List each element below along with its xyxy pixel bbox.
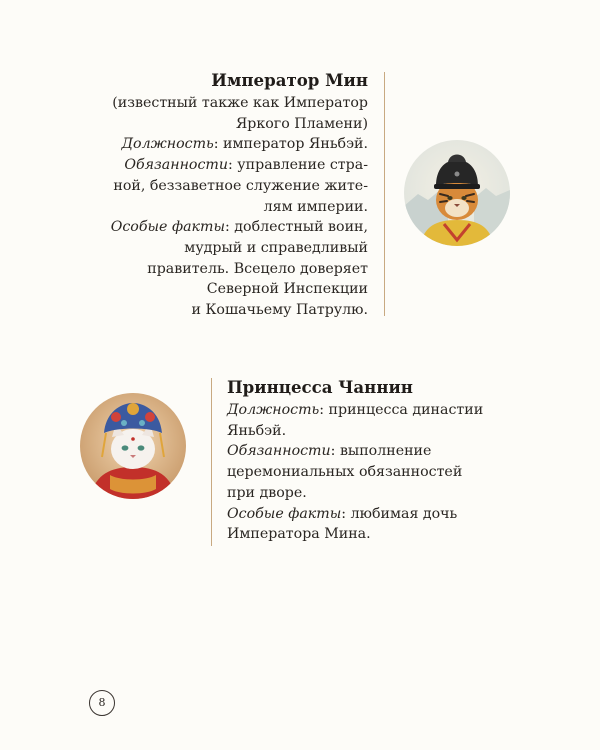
emperor-position-text: : император Яньбэй. bbox=[213, 136, 368, 153]
emperor-divider bbox=[384, 72, 385, 316]
princess-facts bbox=[227, 504, 517, 525]
princess-position-text-2: Яньбэй. bbox=[227, 422, 287, 439]
princess-duties-text-1: : выполнение bbox=[330, 443, 432, 460]
princess-duties-text-2: церемониальных обязанностей bbox=[227, 464, 463, 481]
princess-duties bbox=[227, 441, 517, 462]
princess-entry bbox=[227, 377, 517, 545]
emperor-facts bbox=[68, 217, 368, 238]
princess-facts-text-2: Императора Мина. bbox=[227, 526, 371, 543]
emperor-facts-text-4: Северной Инспекции bbox=[206, 281, 368, 298]
princess-name: Принцесса Чаннин bbox=[227, 377, 413, 397]
emperor-facts-label: Особые факты bbox=[110, 219, 226, 236]
emperor-entry bbox=[68, 70, 368, 321]
emperor-facts-text-3: правитель. Всецело доверяет bbox=[147, 260, 368, 277]
emperor-duties-label: Обязанности bbox=[124, 157, 229, 174]
emperor-duties-text-1: : управление стра- bbox=[228, 157, 368, 174]
emperor-alias-line-2: Яркого Пламени) bbox=[235, 115, 368, 132]
emperor-position bbox=[68, 134, 368, 155]
emperor-name: Император Мин bbox=[211, 70, 368, 90]
emperor-duties-text-2: ной, беззаветное служение жите- bbox=[113, 177, 368, 194]
cat-princess-portrait-icon bbox=[80, 393, 186, 499]
princess-facts-label: Особые факты bbox=[227, 505, 342, 522]
princess-duties-text-3: при дворе. bbox=[227, 484, 307, 501]
emperor-duties-text-3: лям империи. bbox=[263, 198, 368, 215]
princess-position-text-1: : принцесса династии bbox=[319, 402, 484, 418]
tiger-emperor-portrait-icon bbox=[404, 140, 510, 246]
emperor-position-label: Должность bbox=[121, 136, 214, 153]
page-number: 8 bbox=[89, 690, 115, 716]
emperor-facts-text-2: мудрый и справедливый bbox=[184, 239, 368, 256]
princess-duties-label: Обязанности bbox=[227, 443, 331, 460]
princess-position-label: Должность bbox=[227, 402, 320, 418]
emperor-alias-line-1: (известный также как Император bbox=[112, 95, 368, 111]
princess-position bbox=[227, 400, 517, 421]
emperor-facts-text-1: : доблестный воин, bbox=[225, 219, 368, 236]
princess-facts-text-1: : любимая дочь bbox=[341, 505, 458, 522]
princess-divider bbox=[211, 378, 212, 546]
emperor-facts-text-5: и Кошачьему Патрулю. bbox=[191, 302, 368, 319]
emperor-duties bbox=[68, 155, 368, 176]
